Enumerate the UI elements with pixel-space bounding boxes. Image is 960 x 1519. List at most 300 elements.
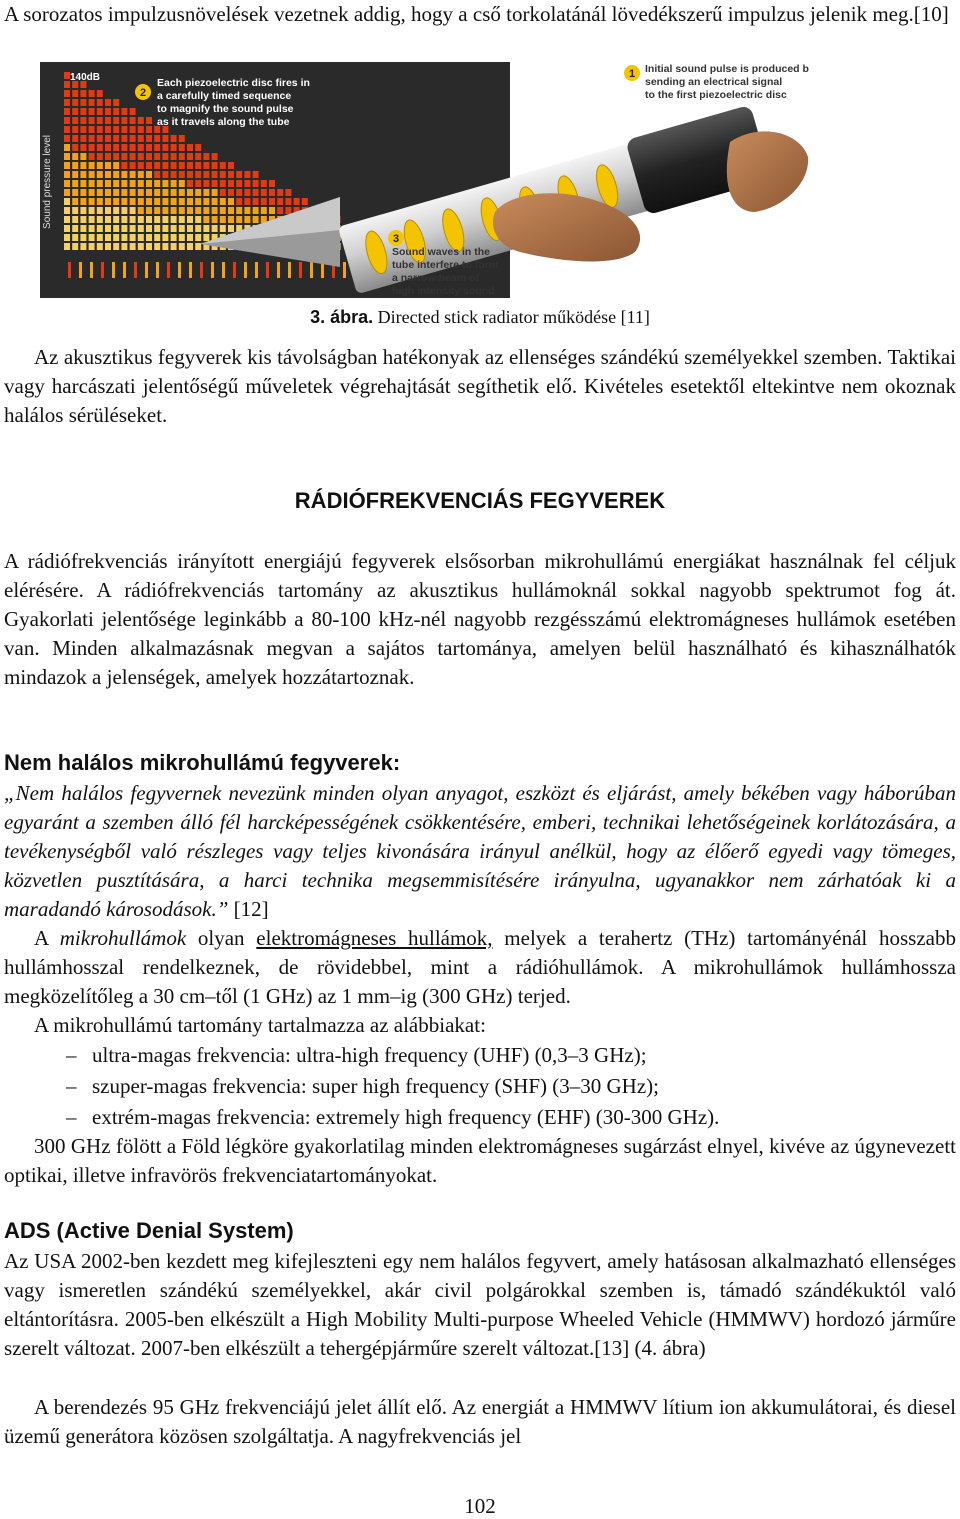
sound-bar-segment xyxy=(113,144,119,151)
sound-bar-segment xyxy=(89,225,95,232)
sound-bar-segment xyxy=(113,171,119,178)
sound-bar-segment xyxy=(228,162,234,169)
sound-bar-segment xyxy=(228,189,234,196)
sound-bar-segment xyxy=(228,171,234,178)
sound-bar-segment xyxy=(80,144,86,151)
sound-bar-segment xyxy=(64,117,70,124)
sound-bar-segment xyxy=(236,216,242,223)
sound-bar-segment xyxy=(261,207,267,214)
sound-bar-segment xyxy=(80,153,86,160)
sound-bar-segment xyxy=(130,243,136,250)
list-item: – ultra-magas frekvencia: ultra-high frequency (UHF) (0,3–3 GHz); xyxy=(66,1043,647,1067)
sound-bar-segment xyxy=(80,225,86,232)
chart-ylabel: Sound pressure level xyxy=(42,135,53,229)
sound-bar-segment xyxy=(253,216,259,223)
sound-bar-segment xyxy=(72,225,78,232)
sound-bar-segment xyxy=(154,144,160,151)
sound-bar-segment xyxy=(269,180,275,187)
acoustic-paragraph: Az akusztikus fegyverek kis távolságban hatékonyak az ellenséges szándékú személyekkel szemben. Taktikai vagy harcászati jelentőségű műveletek végrehajtását segíthetik elő. Kivételes esetektől eltekintve nem okoznak halálos sérüléseket. xyxy=(4,345,956,427)
sound-bar-segment xyxy=(121,135,127,142)
sound-bar-segment xyxy=(113,243,119,250)
sound-bar-segment xyxy=(64,243,70,250)
sound-bar-segment xyxy=(154,153,160,160)
sound-bar-segment xyxy=(244,171,250,178)
sound-bar-segment xyxy=(72,180,78,187)
sound-bar-segment xyxy=(64,90,70,97)
sound-bar-segment xyxy=(187,243,193,250)
sound-bar-segment xyxy=(162,216,168,223)
sound-bar-segment xyxy=(105,153,111,160)
section-title-rf: RÁDIÓFREKVENCIÁS FEGYVEREK xyxy=(294,488,666,513)
sound-bar-segment xyxy=(162,153,168,160)
rf-paragraph: A rádiófrekvenciás irányított energiájú fegyverek elsősorban mikrohullámú energiákat használnak fel céljuk elérésére. A rádiófrekvenciás tartomány az akusztikus hullámoknál sokkal nagyobb spektrumot fog át. Gyakorlati jelentősége leginkább a 80-100 kHz-nél nagyobb rezgésszámú elektromágneses hullámok esetében van. Minden alkalmazásnak megvan a sajátos tartománya, amelyen belül használható és kihasználhatók mindazok a jelenségek, amelyek hozzátartoznak. xyxy=(4,549,956,689)
sound-bar-segment xyxy=(195,225,201,232)
sound-bar-segment xyxy=(261,180,267,187)
sound-bar-segment xyxy=(72,198,78,205)
sound-bar-segment xyxy=(80,198,86,205)
sound-bar-segment xyxy=(253,198,259,205)
sound-bar-segment xyxy=(195,171,201,178)
wave-pulse xyxy=(112,262,115,278)
sound-bar-segment xyxy=(171,207,177,214)
sound-bar-segment xyxy=(130,198,136,205)
sound-bar-segment xyxy=(154,135,160,142)
wave-pulse xyxy=(178,262,181,278)
sound-bar-segment xyxy=(89,117,95,124)
sound-bar-segment xyxy=(285,189,291,196)
sound-bar-segment xyxy=(138,198,144,205)
sound-bar-segment xyxy=(80,171,86,178)
sound-bar-segment xyxy=(171,135,177,142)
wave-pulse xyxy=(189,262,192,278)
microwave-range-intro: A mikrohullámú tartomány tartalmazza az alábbiakat: xyxy=(34,1013,486,1037)
sound-bar-segment xyxy=(154,198,160,205)
sound-bar-segment xyxy=(244,207,250,214)
sound-bar-segment xyxy=(97,234,103,241)
sound-bar-segment xyxy=(80,189,86,196)
sound-bar-segment xyxy=(187,144,193,151)
sound-bar-segment xyxy=(138,171,144,178)
sound-bar-segment xyxy=(89,135,95,142)
sound-bar-segment xyxy=(253,207,259,214)
wave-pulse xyxy=(277,262,280,278)
sound-bar-segment xyxy=(105,225,111,232)
sound-bar-segment xyxy=(89,144,95,151)
sound-bar-segment xyxy=(130,180,136,187)
sound-bar-segment xyxy=(89,126,95,133)
sound-bar-segment xyxy=(146,153,152,160)
sound-bar-segment xyxy=(97,225,103,232)
sound-bar-segment xyxy=(146,144,152,151)
sound-bar-segment xyxy=(105,189,111,196)
sound-bar-segment xyxy=(105,243,111,250)
sound-bar-segment xyxy=(179,216,185,223)
wave-pulse xyxy=(101,262,104,278)
sound-bar-segment xyxy=(105,135,111,142)
sound-bar-segment xyxy=(269,207,275,214)
wave-pulse xyxy=(68,262,71,278)
sound-bar-segment xyxy=(203,198,209,205)
sound-bar-segment xyxy=(220,171,226,178)
sound-bar-segment xyxy=(72,126,78,133)
sound-bar-segment xyxy=(64,99,70,106)
sound-bar-segment xyxy=(105,234,111,241)
directed-stick-radiator-figure xyxy=(40,62,810,298)
sound-bar-segment xyxy=(64,216,70,223)
wave-pulse xyxy=(211,262,214,278)
sound-bar-segment xyxy=(138,207,144,214)
sound-bar-segment xyxy=(80,207,86,214)
sound-bar-segment xyxy=(187,180,193,187)
sound-bar-segment xyxy=(72,216,78,223)
sound-bar-segment xyxy=(121,225,127,232)
sound-bar-segment xyxy=(97,162,103,169)
sound-bar-segment xyxy=(203,153,209,160)
sound-bar-segment xyxy=(187,225,193,232)
sound-bar-segment xyxy=(261,198,267,205)
sound-bar-segment xyxy=(80,135,86,142)
sound-bar-segment xyxy=(277,198,283,205)
sound-bar-segment xyxy=(162,243,168,250)
sound-bar-segment xyxy=(105,207,111,214)
sound-bar-segment xyxy=(80,126,86,133)
sound-bar-segment xyxy=(121,171,127,178)
sound-bar-segment xyxy=(130,207,136,214)
sound-bar-segment xyxy=(105,216,111,223)
sound-bar-segment xyxy=(89,207,95,214)
sound-bar-segment xyxy=(146,243,152,250)
sound-bar-segment xyxy=(171,198,177,205)
sound-bar-segment xyxy=(294,198,300,205)
section-title-microwave: Nem halálos mikrohullámú fegyverek: xyxy=(4,750,401,775)
svg-text:1: 1 xyxy=(628,68,636,80)
sound-bar-segment xyxy=(253,171,259,178)
sound-bar-segment xyxy=(64,180,70,187)
sound-bar-segment xyxy=(146,198,152,205)
sound-bar-segment xyxy=(130,234,136,241)
sound-bar-segment xyxy=(138,243,144,250)
sound-bar-segment xyxy=(195,234,201,241)
sound-bar-segment xyxy=(212,216,218,223)
sound-bar-segment xyxy=(113,135,119,142)
figure-illustration xyxy=(40,62,810,298)
sound-bar-segment xyxy=(72,207,78,214)
sound-bar-segment xyxy=(105,171,111,178)
sound-bar-segment xyxy=(113,198,119,205)
sound-bar-segment xyxy=(130,162,136,169)
sound-bar-segment xyxy=(146,180,152,187)
sound-bar-segment xyxy=(203,216,209,223)
sound-bar-segment xyxy=(220,189,226,196)
sound-bar-segment xyxy=(138,126,144,133)
sound-bar-segment xyxy=(302,198,308,205)
sound-bar-segment xyxy=(154,207,160,214)
sound-bar-segment xyxy=(121,180,127,187)
sound-bar-segment xyxy=(105,180,111,187)
intro-paragraph: A sorozatos impulzusnövelések vezetnek addig, hogy a cső torkolatánál lövedékszerű impulzus jelenik meg.[10] xyxy=(4,2,949,26)
sound-bar-segment xyxy=(72,234,78,241)
sound-bar-segment xyxy=(162,162,168,169)
sound-bar-segment xyxy=(212,198,218,205)
sound-bar-segment xyxy=(80,108,86,115)
sound-bar-segment xyxy=(80,117,86,124)
wave-pulse xyxy=(145,262,148,278)
sound-bar-segment xyxy=(187,189,193,196)
sound-bar-segment xyxy=(89,234,95,241)
sound-bar-segment xyxy=(121,234,127,241)
wave-pulse xyxy=(288,262,291,278)
sound-bar-segment xyxy=(195,189,201,196)
sound-bar-segment xyxy=(113,225,119,232)
wave-pulse xyxy=(123,262,126,278)
sound-bar-segment xyxy=(89,108,95,115)
sound-bar-segment xyxy=(179,180,185,187)
sound-bar-segment xyxy=(162,234,168,241)
svg-text:3: 3 xyxy=(392,233,400,245)
sound-bar-segment xyxy=(80,90,86,97)
sound-bar-segment xyxy=(146,207,152,214)
hand-right xyxy=(727,131,808,212)
sound-bar-segment xyxy=(97,99,103,106)
sound-bar-segment xyxy=(195,162,201,169)
sound-bar-segment xyxy=(89,162,95,169)
sound-bar-segment xyxy=(121,216,127,223)
sound-bar-segment xyxy=(89,189,95,196)
sound-bar-segment xyxy=(187,171,193,178)
sound-bar-segment xyxy=(130,144,136,151)
sound-bar-segment xyxy=(203,234,209,241)
sound-bar-segment xyxy=(130,117,136,124)
sound-bar-segment xyxy=(212,171,218,178)
sound-bar-segment xyxy=(269,189,275,196)
sound-bar-segment xyxy=(236,198,242,205)
sound-bar-segment xyxy=(105,108,111,115)
sound-bar-segment xyxy=(203,225,209,232)
sound-bar-segment xyxy=(154,171,160,178)
sound-bar-segment xyxy=(121,108,127,115)
sound-bar-segment xyxy=(179,162,185,169)
sound-bar-segment xyxy=(261,189,267,196)
sound-bar-segment xyxy=(195,198,201,205)
sound-bar-segment xyxy=(130,135,136,142)
wave-pulse xyxy=(266,262,269,278)
wave-pulse xyxy=(321,262,324,278)
wave-pulse xyxy=(244,262,247,278)
sound-bar-segment xyxy=(236,189,242,196)
sound-bar-segment xyxy=(72,90,78,97)
sound-bar-segment xyxy=(105,144,111,151)
sound-bar-segment xyxy=(203,189,209,196)
sound-bar-segment xyxy=(64,153,70,160)
sound-bar-segment xyxy=(121,162,127,169)
sound-bar-segment xyxy=(138,225,144,232)
sound-bar-segment xyxy=(162,207,168,214)
sound-bar-segment xyxy=(89,216,95,223)
sound-bar-segment xyxy=(121,189,127,196)
sound-bar-segment xyxy=(130,171,136,178)
sound-bar-segment xyxy=(64,207,70,214)
sound-bar-segment xyxy=(138,153,144,160)
sound-bar-segment xyxy=(146,225,152,232)
svg-text:2: 2 xyxy=(139,87,147,99)
sound-bar-segment xyxy=(195,180,201,187)
page-number: 102 xyxy=(464,1494,496,1518)
sound-bar-segment xyxy=(244,189,250,196)
sound-bar-segment xyxy=(220,180,226,187)
frequency-list xyxy=(4,1040,956,1133)
sound-bar-segment xyxy=(179,225,185,232)
sound-bar-segment xyxy=(138,216,144,223)
sound-bar-segment xyxy=(130,216,136,223)
sound-bar-segment xyxy=(72,108,78,115)
sound-bar-segment xyxy=(146,126,152,133)
sound-bar-segment xyxy=(113,153,119,160)
sound-bar-segment xyxy=(162,189,168,196)
sound-bar-segment xyxy=(89,180,95,187)
sound-bar-segment xyxy=(212,153,218,160)
sound-bar-segment xyxy=(228,216,234,223)
sound-bar-segment xyxy=(97,135,103,142)
sound-bar-segment xyxy=(269,198,275,205)
sound-bar-segment xyxy=(179,135,185,142)
sound-bar-segment xyxy=(228,207,234,214)
sound-bar-segment xyxy=(121,198,127,205)
sound-bar-segment xyxy=(121,153,127,160)
sound-bar-segment xyxy=(146,216,152,223)
sound-bar-segment xyxy=(64,108,70,115)
sound-bar-segment xyxy=(80,216,86,223)
sound-bar-segment xyxy=(195,153,201,160)
sound-bar-segment xyxy=(146,171,152,178)
sound-bar-segment xyxy=(187,207,193,214)
microwave-paragraph: A mikrohullámok olyan elektromágneses hullámok, melyek a terahertz (THz) tartományénál hosszabb hullámhosszal rendelkeznek, de rövidebbel, mint a rádióhullámok. A mikrohullámok hullámhossza megközelítőleg a 30 cm–től (1 GHz) az 1 mm–ig (300 GHz) terjed. xyxy=(4,926,956,1008)
sound-bar-segment xyxy=(203,180,209,187)
sound-bar-segment xyxy=(130,126,136,133)
sound-bar-segment xyxy=(195,207,201,214)
sound-bar-segment xyxy=(138,234,144,241)
sound-bar-segment xyxy=(154,216,160,223)
sound-bar-segment xyxy=(220,216,226,223)
sound-bar-segment xyxy=(220,225,226,232)
sound-bar-segment xyxy=(121,126,127,133)
sound-bar-segment xyxy=(236,207,242,214)
sound-bar-segment xyxy=(236,180,242,187)
sound-bar-segment xyxy=(72,243,78,250)
wave-pulse xyxy=(233,262,236,278)
sound-bar-segment xyxy=(138,117,144,124)
sound-bar-segment xyxy=(97,243,103,250)
em-waves-link[interactable]: elektromágneses hullámok, xyxy=(256,926,493,950)
sound-bar-segment xyxy=(187,216,193,223)
sound-bar-segment xyxy=(203,171,209,178)
figure-caption: 3. ábra. Directed stick radiator működése [11] xyxy=(310,307,650,327)
sound-bar-segment xyxy=(138,180,144,187)
sound-bar-segment xyxy=(162,144,168,151)
sound-bar-segment xyxy=(97,207,103,214)
sound-bar-segment xyxy=(244,198,250,205)
sound-bar-segment xyxy=(154,225,160,232)
sound-bar-segment xyxy=(97,90,103,97)
callout-2-text: Each piezoelectric disc fires in a carefully timed sequence to magnify the sound pulse as it travels along the tube xyxy=(157,77,310,128)
sound-bar-segment xyxy=(121,117,127,124)
sound-bar-segment xyxy=(80,243,86,250)
sound-bar-segment xyxy=(171,144,177,151)
sound-bar-segment xyxy=(64,225,70,232)
sound-bar-segment xyxy=(195,243,201,250)
sound-bar-segment xyxy=(72,99,78,106)
sound-bar-segment xyxy=(162,225,168,232)
sound-bar-segment xyxy=(72,117,78,124)
list-item: – extrém-magas frekvencia: extremely high frequency (EHF) (30-300 GHz). xyxy=(66,1105,720,1129)
sound-bar-segment xyxy=(228,225,234,232)
sound-bar-segment xyxy=(64,126,70,133)
sound-bar-segment xyxy=(195,216,201,223)
ads-paragraph-2: A berendezés 95 GHz frekvenciájú jelet állít elő. Az energiát a HMMWV lítium ion akkumulátorai, és diesel üzemű generátora közösen szolgáltatja. A nagyfrekvenciás jel xyxy=(4,1395,956,1448)
sound-bar-segment xyxy=(89,198,95,205)
sound-bar-segment xyxy=(195,144,201,151)
sound-bar-segment xyxy=(236,171,242,178)
sound-bar-segment xyxy=(89,90,95,97)
sound-bar-segment xyxy=(220,162,226,169)
sound-bar-segment xyxy=(179,243,185,250)
sound-bar-segment xyxy=(80,234,86,241)
callout-3-text: Sound waves in the tube interfere to form a narrow beam of high intensity sound xyxy=(392,246,499,297)
sound-bar-segment xyxy=(89,171,95,178)
sound-bar-segment xyxy=(72,189,78,196)
sound-bar-segment xyxy=(146,234,152,241)
wave-pulse xyxy=(200,262,203,278)
sound-bar-segment xyxy=(179,207,185,214)
sound-bar-segment xyxy=(80,180,86,187)
sound-bar-segment xyxy=(277,207,283,214)
sound-bar-segment xyxy=(97,189,103,196)
sound-bar-segment xyxy=(105,117,111,124)
sound-bar-segment xyxy=(64,171,70,178)
sound-bar-segment xyxy=(113,99,119,106)
sound-bar-segment xyxy=(146,162,152,169)
sound-bar-segment xyxy=(146,189,152,196)
wave-pulse xyxy=(255,262,258,278)
sound-bar-segment xyxy=(187,198,193,205)
sound-bar-segment xyxy=(97,171,103,178)
sound-bar-segment xyxy=(212,225,218,232)
wave-pulse xyxy=(79,262,82,278)
sound-bar-segment xyxy=(187,162,193,169)
sound-bar-segment xyxy=(121,144,127,151)
sound-bar-segment xyxy=(113,126,119,133)
wave-pulse xyxy=(90,262,93,278)
sound-bar-segment xyxy=(171,153,177,160)
sound-bar-segment xyxy=(220,198,226,205)
sound-bar-segment xyxy=(171,243,177,250)
sound-bar-segment xyxy=(162,135,168,142)
sound-bar-segment xyxy=(138,162,144,169)
sound-bar-segment xyxy=(97,117,103,124)
sound-bar-segment xyxy=(105,162,111,169)
ads-paragraph-1: Az USA 2002-ben kezdett meg kifejleszteni egy nem halálos fegyvert, amely hatásosan alkalmazható ellenséges vagy ismeretlen szándékú személyekkel, akár civil polgárokkal szemben is, támadó szándékuktól való eltántorításra. 2005-ben elkészült a High Mobility Multi-purpose Wheeled Vehicle (HMMWV) hordozó járműre szerelt változat. 2007-ben elkészült a tehergépjárműre szerelt változat.[13] (4. ábra) xyxy=(4,1249,956,1360)
sound-bar-segment xyxy=(187,234,193,241)
sound-bar-segment xyxy=(154,189,160,196)
section-title-ads: ADS (Active Denial System) xyxy=(4,1218,294,1243)
list-item: – szuper-magas frekvencia: super high frequency (SHF) (3–30 GHz); xyxy=(66,1074,659,1098)
sound-bar-segment xyxy=(179,153,185,160)
sound-bar-segment xyxy=(121,207,127,214)
sound-bar-segment xyxy=(146,117,152,124)
sound-bar-segment xyxy=(285,198,291,205)
sound-bar-segment xyxy=(72,153,78,160)
sound-bar-segment xyxy=(97,144,103,151)
definition-quote: „Nem halálos fegyvernek nevezünk minden olyan anyagot, eszközt és eljárást, amely békében vagy háborúban egyaránt a szemben álló fél harcképességének csökkentésére, emberi, technikai lehetőségeinek korlátozására, a tevékenységből való részleges vagy teljes kivonására irányul anélkül, hogy az élőerő egyedi vagy tömeges, közvetlen pusztítására, a harci technika megsemmisítésére irányulna, ugyanakkor nem zárhatóak ki a maradandó károsodások.” [12] xyxy=(4,781,956,921)
